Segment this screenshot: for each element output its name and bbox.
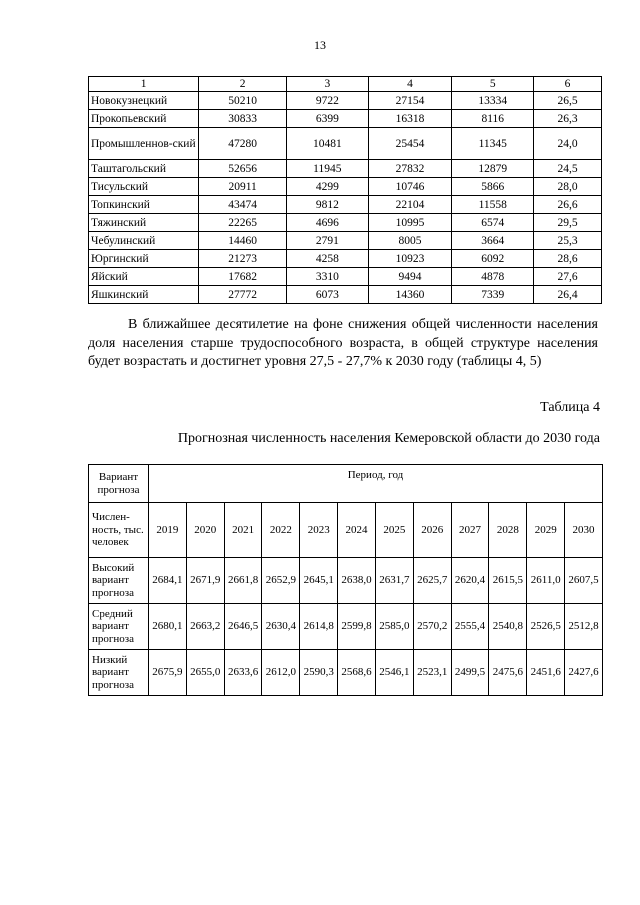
variant-header: Вариант прогноза bbox=[89, 465, 149, 503]
table-cell: 2526,5 bbox=[527, 604, 565, 650]
table-cell: 2611,0 bbox=[527, 558, 565, 604]
table-cell: 9722 bbox=[286, 92, 368, 110]
column-header: 4 bbox=[368, 77, 452, 92]
table-cell: 2791 bbox=[286, 232, 368, 250]
unit-label: Числен-ность, тыс. человек bbox=[89, 503, 149, 558]
year-header: 2028 bbox=[489, 503, 527, 558]
table-header-row bbox=[89, 465, 603, 503]
table-cell: 2671,9 bbox=[186, 558, 224, 604]
year-header: 2020 bbox=[186, 503, 224, 558]
table-cell: 47280 bbox=[199, 128, 287, 160]
table-cell: 10481 bbox=[286, 128, 368, 160]
table-row bbox=[89, 214, 602, 232]
district-name: Тяжинский bbox=[89, 214, 199, 232]
body-paragraph bbox=[88, 316, 598, 372]
table-cell: 8116 bbox=[452, 110, 534, 128]
table-cell: 2614,8 bbox=[300, 604, 338, 650]
district-name: Новокузнецкий bbox=[89, 92, 199, 110]
table-cell: 2655,0 bbox=[186, 650, 224, 696]
table-cell: 2512,8 bbox=[565, 604, 603, 650]
table-cell: 26,6 bbox=[534, 196, 602, 214]
table-row bbox=[89, 128, 602, 160]
table-row bbox=[89, 268, 602, 286]
table-cell: 16318 bbox=[368, 110, 452, 128]
table-cell: 2427,6 bbox=[565, 650, 603, 696]
table-cell: 6399 bbox=[286, 110, 368, 128]
table-cell: 2684,1 bbox=[149, 558, 187, 604]
table-cell: 2570,2 bbox=[413, 604, 451, 650]
table-cell: 8005 bbox=[368, 232, 452, 250]
table-cell: 21273 bbox=[199, 250, 287, 268]
table-cell: 2652,9 bbox=[262, 558, 300, 604]
column-header: 5 bbox=[452, 77, 534, 92]
year-header: 2027 bbox=[451, 503, 489, 558]
period-header: Период, год bbox=[149, 465, 603, 503]
variant-label: Средний вариант прогноза bbox=[89, 604, 149, 650]
table-cell: 30833 bbox=[199, 110, 287, 128]
table-row bbox=[89, 178, 602, 196]
table-cell: 2638,0 bbox=[338, 558, 376, 604]
variant-label: Низкий вариант прогноза bbox=[89, 650, 149, 696]
table-row bbox=[89, 232, 602, 250]
table-row bbox=[89, 110, 602, 128]
table-cell: 2680,1 bbox=[149, 604, 187, 650]
table-cell: 9812 bbox=[286, 196, 368, 214]
paragraph-text: В ближайшее десятилетие на фоне снижения общей численности населения доля населения старше трудоспособного возраста, в общей структуре населения будет возрастать и достигнет уровня 27,5 - 27,7% к 2030 году (таблицы 4, 5) bbox=[88, 317, 598, 369]
table-cell: 20911 bbox=[199, 178, 287, 196]
table-cell: 2568,6 bbox=[338, 650, 376, 696]
years-row bbox=[89, 503, 603, 558]
table-cell: 2475,6 bbox=[489, 650, 527, 696]
table-cell: 2625,7 bbox=[413, 558, 451, 604]
table-cell: 2675,9 bbox=[149, 650, 187, 696]
table-cell: 27832 bbox=[368, 160, 452, 178]
column-header: 3 bbox=[286, 77, 368, 92]
table-cell: 2585,0 bbox=[375, 604, 413, 650]
table-cell: 2663,2 bbox=[186, 604, 224, 650]
table-row bbox=[89, 92, 602, 110]
table-cell: 5866 bbox=[452, 178, 534, 196]
table-cell: 14460 bbox=[199, 232, 287, 250]
table-cell: 22265 bbox=[199, 214, 287, 232]
table-cell: 2590,3 bbox=[300, 650, 338, 696]
variant-label: Высокий вариант прогноза bbox=[89, 558, 149, 604]
table-cell: 2645,1 bbox=[300, 558, 338, 604]
page-number: 13 bbox=[314, 38, 326, 52]
table-cell: 28,6 bbox=[534, 250, 602, 268]
district-name: Тисульский bbox=[89, 178, 199, 196]
table-cell: 4878 bbox=[452, 268, 534, 286]
table-cell: 2607,5 bbox=[565, 558, 603, 604]
column-header: 1 bbox=[89, 77, 199, 92]
year-header: 2026 bbox=[413, 503, 451, 558]
table-row bbox=[89, 286, 602, 304]
table-cell: 4258 bbox=[286, 250, 368, 268]
district-name: Яйский bbox=[89, 268, 199, 286]
table-cell: 24,0 bbox=[534, 128, 602, 160]
table-cell: 27154 bbox=[368, 92, 452, 110]
table-cell: 17682 bbox=[199, 268, 287, 286]
table-cell: 2523,1 bbox=[413, 650, 451, 696]
table-cell: 11945 bbox=[286, 160, 368, 178]
table-cell: 6092 bbox=[452, 250, 534, 268]
year-header: 2030 bbox=[565, 503, 603, 558]
table-cell: 25454 bbox=[368, 128, 452, 160]
table-cell: 22104 bbox=[368, 196, 452, 214]
table-cell: 2615,5 bbox=[489, 558, 527, 604]
table-cell: 9494 bbox=[368, 268, 452, 286]
year-header: 2029 bbox=[527, 503, 565, 558]
table-cell: 2612,0 bbox=[262, 650, 300, 696]
table-cell: 11345 bbox=[452, 128, 534, 160]
year-header: 2022 bbox=[262, 503, 300, 558]
table-cell: 26,4 bbox=[534, 286, 602, 304]
table-cell: 4696 bbox=[286, 214, 368, 232]
table-cell: 2633,6 bbox=[224, 650, 262, 696]
table-cell: 11558 bbox=[452, 196, 534, 214]
district-name: Чебулинский bbox=[89, 232, 199, 250]
table-cell: 3310 bbox=[286, 268, 368, 286]
year-header: 2023 bbox=[300, 503, 338, 558]
table-cell: 25,3 bbox=[534, 232, 602, 250]
district-name: Прокопьевский bbox=[89, 110, 199, 128]
year-header: 2024 bbox=[338, 503, 376, 558]
table-cell: 2631,7 bbox=[375, 558, 413, 604]
table-cell: 6073 bbox=[286, 286, 368, 304]
table-cell: 24,5 bbox=[534, 160, 602, 178]
table-cell: 52656 bbox=[199, 160, 287, 178]
districts-table bbox=[88, 76, 602, 304]
table-cell: 27,6 bbox=[534, 268, 602, 286]
table-cell: 6574 bbox=[452, 214, 534, 232]
table-cell: 2499,5 bbox=[451, 650, 489, 696]
year-header: 2021 bbox=[224, 503, 262, 558]
district-name: Промышленнов-ский bbox=[89, 128, 199, 160]
district-name: Яшкинский bbox=[89, 286, 199, 304]
table-cell: 2546,1 bbox=[375, 650, 413, 696]
table-row bbox=[89, 196, 602, 214]
table-cell: 26,3 bbox=[534, 110, 602, 128]
year-header: 2019 bbox=[149, 503, 187, 558]
year-header: 2025 bbox=[375, 503, 413, 558]
table-row bbox=[89, 250, 602, 268]
district-name: Таштагольский bbox=[89, 160, 199, 178]
district-name: Топкинский bbox=[89, 196, 199, 214]
table-cell: 4299 bbox=[286, 178, 368, 196]
table-row bbox=[89, 604, 603, 650]
table-cell: 2540,8 bbox=[489, 604, 527, 650]
table-row bbox=[89, 558, 603, 604]
column-header: 2 bbox=[199, 77, 287, 92]
table-row bbox=[89, 650, 603, 696]
table-cell: 2630,4 bbox=[262, 604, 300, 650]
table-cell: 14360 bbox=[368, 286, 452, 304]
table-cell: 27772 bbox=[199, 286, 287, 304]
district-name: Юргинский bbox=[89, 250, 199, 268]
table-label: Таблица 4 bbox=[540, 400, 600, 415]
table-cell: 26,5 bbox=[534, 92, 602, 110]
table-cell: 28,0 bbox=[534, 178, 602, 196]
table-cell: 13334 bbox=[452, 92, 534, 110]
table-row bbox=[89, 160, 602, 178]
table-cell: 12879 bbox=[452, 160, 534, 178]
table-cell: 2599,8 bbox=[338, 604, 376, 650]
table-cell: 10995 bbox=[368, 214, 452, 232]
table-cell: 2555,4 bbox=[451, 604, 489, 650]
table-cell: 2620,4 bbox=[451, 558, 489, 604]
table-cell: 43474 bbox=[199, 196, 287, 214]
table-cell: 10746 bbox=[368, 178, 452, 196]
table-cell: 29,5 bbox=[534, 214, 602, 232]
column-header: 6 bbox=[534, 77, 602, 92]
table-cell: 50210 bbox=[199, 92, 287, 110]
table-cell: 7339 bbox=[452, 286, 534, 304]
table-header-row bbox=[89, 77, 602, 92]
forecast-table bbox=[88, 464, 603, 696]
table-title: Прогнозная численность населения Кемеровской области до 2030 года bbox=[177, 431, 600, 446]
table-cell: 2451,6 bbox=[527, 650, 565, 696]
table-cell: 2661,8 bbox=[224, 558, 262, 604]
table-cell: 3664 bbox=[452, 232, 534, 250]
table-cell: 2646,5 bbox=[224, 604, 262, 650]
table-cell: 10923 bbox=[368, 250, 452, 268]
